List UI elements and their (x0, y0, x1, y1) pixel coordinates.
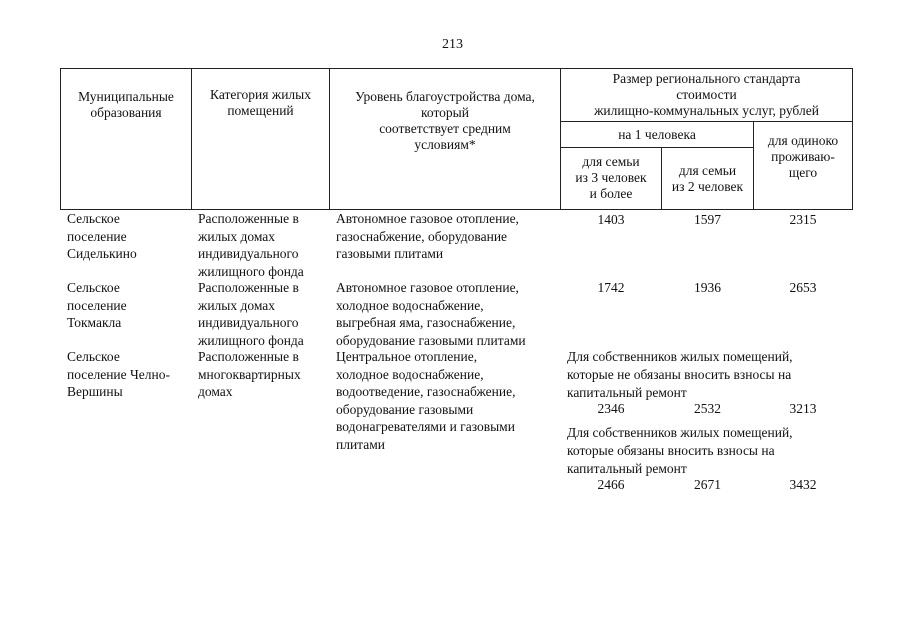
row1-value-family-2: 1597 (694, 212, 721, 227)
row2-municipality: Сельское поселение Токмакла (67, 280, 127, 330)
header-family-3: для семьи из 3 человек и более (575, 154, 647, 201)
row2-value-single: 2653 (789, 280, 817, 295)
row3-note2-value-family-3: 2466 (597, 477, 625, 492)
table-top-border (60, 68, 853, 69)
row1-municipality: Сельское поселение Сиделькино (67, 211, 137, 261)
header-single: для одиноко проживаю- щего (767, 133, 839, 180)
subheader-line-2 (560, 147, 753, 148)
header-category: Категория жилых помещений (210, 87, 311, 118)
row3-note1-value-family-3: 2346 (597, 401, 625, 416)
row2-level: Автономное газовое отопление, холодное водоснабжение, выгребная яма, газоснабжение, оборудование газовыми плитами (336, 280, 526, 348)
row3-level: Центральное отопление, холодное водоснабжение, водоотведение, газоснабжение, оборудование газовыми водонагревателями и газовыми плитами (336, 349, 516, 452)
page-number: 213 (442, 37, 463, 52)
row1-category: Расположенные в жилых домах индивидуального жилищного фонда (198, 211, 304, 279)
header-municipality: Муниципальные образования (78, 89, 174, 120)
header-per-person: на 1 человека (618, 127, 696, 142)
row3-note1-value-family-2: 2532 (694, 401, 721, 416)
subheader-line-1 (560, 121, 853, 122)
row3-note2-value-family-2: 2671 (694, 477, 721, 492)
row2-value-family-2: 1936 (694, 280, 721, 295)
row3-category: Расположенные в многоквартирных домах (198, 349, 301, 399)
row1-level: Автономное газовое отопление, газоснабжение, оборудование газовыми плитами (336, 211, 519, 261)
row2-value-family-3: 1742 (597, 280, 625, 295)
row1-value-family-3: 1403 (597, 212, 625, 227)
row3-municipality: Сельское поселение Челно- Вершины (67, 349, 170, 399)
header-level: Уровень благоустройства дома, который соответствует средним условиям* (355, 89, 535, 152)
row2-category: Расположенные в жилых домах индивидуального жилищного фонда (198, 280, 304, 348)
header-family-2: для семьи из 2 человек (671, 163, 744, 194)
row3-note-not-obliged: Для собственников жилых помещений, которые не обязаны вносить взносы на капитальный ремонт (567, 349, 793, 400)
table-right-border (852, 68, 853, 210)
row3-note1-value-single: 3213 (789, 401, 817, 416)
row3-note-obliged: Для собственников жилых помещений, которые обязаны вносить взносы на капитальный ремонт (567, 425, 793, 476)
row3-note2-value-single: 3432 (789, 477, 817, 492)
header-standard: Размер регионального стандарта стоимости жилищно-коммунальных услуг, рублей (594, 71, 819, 118)
row1-value-single: 2315 (789, 212, 817, 227)
